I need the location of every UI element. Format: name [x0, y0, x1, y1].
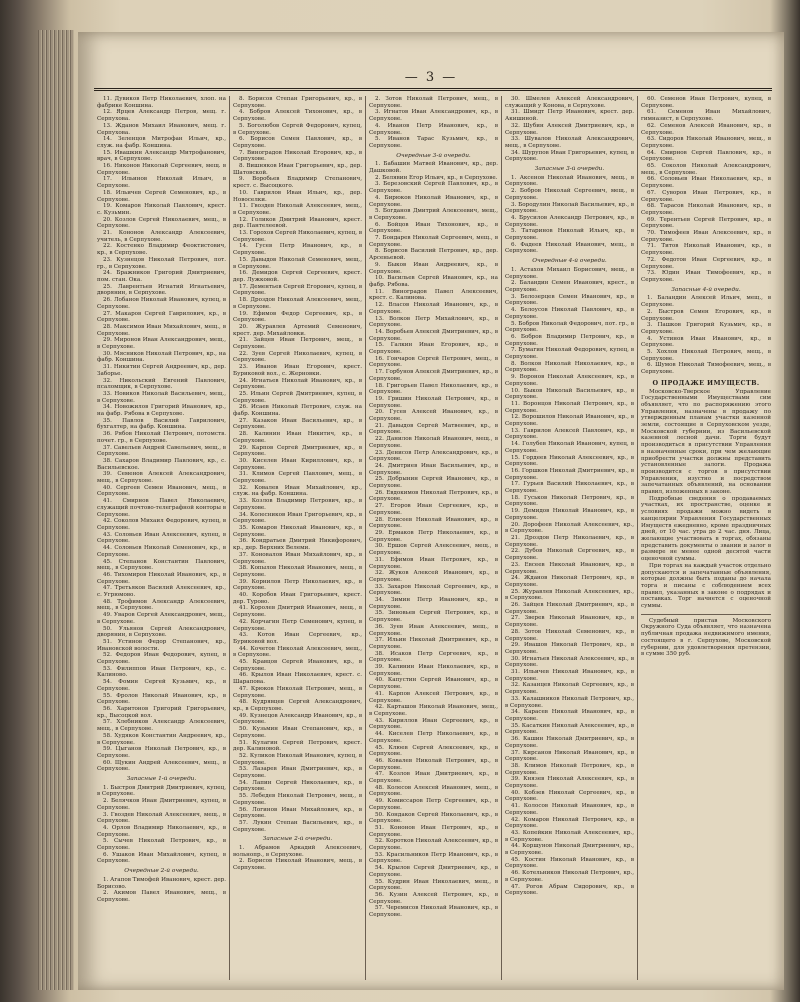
list-item: 44. Кочетов Николай Алексеевич, мещ., в Серпухове. [233, 645, 362, 659]
list-item: 5. Боголюбов Сергей Федорович, купец, в Серпухове. [233, 122, 362, 136]
list-item: 23. Евсеев Николай Иванович, кр., в Серпухове. [505, 561, 634, 575]
list-item: 56. Кузин Алексей Петрович, кр., в Серпухове. [369, 891, 498, 905]
list-item: 46. Крылов Иван Николаевич, крест. с. Шарапова. [233, 672, 362, 686]
list-item: 33. Шувалов Николай Александрович, мещ., в Серпухове. [505, 136, 634, 149]
list-item: 20. Гусев Алексей Иванович, кр., в Серпухове. [369, 409, 498, 423]
list-item: 26. Лобанов Николай Иванович, купец, в Серпухове. [97, 297, 226, 310]
section-heading: О ПРОДАЖЕ ИМУЩЕСТВ. [652, 378, 760, 387]
list-item: 44. Коршунов Николай Дмитриевич, кр., в Серпухове. [505, 843, 634, 857]
list-item: 73. Юдин Иван Тимофеевич, кр., в Серпухове. [641, 270, 771, 283]
list-item: 6. Шумов Николай Тимофеевич, мещ., в Серпухове. [641, 362, 771, 376]
list-item: 53. Лазарев Иван Дмитриевич, кр., в Серпухове. [233, 766, 362, 780]
list-item: 7. Бумагин Николай Федорович, купец, в Серпухове. [505, 347, 634, 361]
list-item: 42. Корчагин Петр Семенович, купец, в Серпухове. [233, 618, 362, 632]
list-item: 54. Лапин Сергей Николаевич, кр., в Серпухове. [233, 779, 362, 793]
list-item: 40. Капустин Сергей Иванович, кр., в Серпухове. [369, 677, 498, 691]
list-item: 32. Жуков Алексей Иванович, кр., в Серпухове. [369, 570, 498, 583]
list-item: 42. Карташов Николай Иванович, мещ., в Серпухове. [369, 704, 498, 717]
page-number: — 3 — [404, 70, 458, 85]
list-item: 6. Бобров Владимир Петрович, кр., в Серпухове. [505, 333, 634, 347]
list-item: 5. Богданов Дмитрий Алексеевич, мещ., в Серпухове. [369, 208, 498, 221]
list-item: 3. Белозерцев Семен Иванович, кр., в Серпухове. [505, 293, 634, 307]
list-item: 8. Вишняков Иван Григорьевич, кр., дер. Шатовской. [233, 163, 362, 176]
list-item: 44. Соловьев Николай Семенович, кр., в Серпухове. [97, 545, 226, 558]
list-item: 1. Астахов Михаил Борисович, мещ., в Серпухове. [505, 266, 634, 280]
list-item: 27. Зверев Николай Иванович, кр., в Серпухове. [505, 615, 634, 629]
list-item: 4. Орлов Владимир Николаевич, кр., в Серпухове. [97, 824, 226, 838]
list-item: 39. Калинин Иван Николаевич, кр., в Серпухове. [369, 664, 498, 677]
list-item: 8. Борисов Василий Петрович, кр., дер. Арсеньевой. [369, 248, 498, 262]
list-item: 25. Добрынин Сергей Иванович, кр., в Серпухове. [369, 476, 498, 490]
list-item: 47. Козлов Иван Дмитриевич, кр., в Серпухове. [369, 771, 498, 785]
queue-heading: Очередные 3-й очереди. [396, 152, 471, 159]
list-item: 43. Копейкин Николай Алексеевич, кр., в Серпухове. [505, 829, 634, 843]
list-item: 19. Демидов Николай Иванович, кр., в Серпухове. [505, 508, 634, 521]
list-item: 2. Белячков Иван Дмитриевич, купец, в Серпухове. [97, 798, 226, 811]
list-item: 14. Зеленцов Митрофан Ильич, кр., служ. на фабр. Коншина. [97, 136, 226, 149]
list-item: 21. Зайцев Иван Петрович, мещ., в Серпухове. [233, 337, 362, 351]
queue-heading: Очередные 2-й очереди. [124, 868, 199, 875]
list-item: 38. Сахаров Владимир Павлович, кр., с. Васильевское. [97, 457, 226, 471]
list-item: 59. Цыганов Николай Петрович, кр., в Серпухове. [97, 746, 226, 759]
list-item: 69. Терентьев Сергей Петрович, кр., в Серпухове. [641, 216, 771, 230]
list-item: 3. Бородулин Николай Васильевич, кр., в Серпухове. [505, 201, 634, 215]
list-item: 4. Белоусов Николай Павлович, кр., в Серпухове. [505, 307, 634, 320]
list-item: 57. Черемисов Николай Иванович, кр., в Серпухове. [369, 905, 498, 919]
list-item: 55. Фролов Николай Иванович, кр., в Серпухове. [97, 692, 226, 706]
list-item: 41. Смирнов Павел Николаевич, служащий почтово-телеграфной конторы в Серпухове. [97, 498, 226, 518]
notice-paragraph: При торгах на каждый участок отдельно допускаются и запечатанные объявления, которые должны быть поданы до начала торга и писаны с соблюдением всех правил, указанных в законе о подрядах и поставках. Торг начнется с оценочной суммы. [641, 562, 771, 610]
list-item: 31. Никитин Сергей Андреевич, кр., дер. Заборье. [97, 364, 226, 377]
list-item: 26. Зайцев Николай Дмитриевич, кр., в Серпухове. [505, 602, 634, 615]
list-item: 65. Соколов Николай Александрович, мещ., в Серпухове. [641, 163, 771, 176]
queue-heading: Запасные 1-й очереди. [126, 776, 197, 783]
list-item: 6. Ушаков Иван Михайлович, купец, в Серпухове. [97, 851, 226, 865]
list-item: 40. Коробов Иван Григорьевич, крест. дер. Турово. [233, 592, 362, 605]
list-item: 28. Елисеев Николай Иванович, кр., в Серпухове. [369, 516, 498, 530]
list-item: 25. Ильин Сергей Дмитриевич, купец, в Серпухове. [233, 390, 362, 404]
list-item: 51. Кулагин Сергей Петрович, крест. дер. Калиновой. [233, 739, 362, 753]
list-item: 45. Клюев Сергей Алексеевич, кр., в Серпухове. [369, 744, 498, 758]
list-item: 30. Киселев Иван Кириллович, кр., в Серпухове. [233, 457, 362, 471]
list-item: 12. Голиков Дмитрий Иванович, крест. дер. Пантелеевой. [233, 216, 362, 230]
list-item: 60. Семенов Иван Петрович, купец, в Серпухове. [641, 96, 771, 109]
list-item: 21. Дроздов Петр Николаевич, кр., в Серпухове. [505, 535, 634, 548]
list-item: 49. Комиссаров Петр Сергеевич, кр., в Серпухове. [369, 798, 498, 811]
footer-notice: Судебный пристав Московского Окружного Суда объявляет, что назначена публичная продажа недвижимого имения, состоящего в г. Серпухове, Московской губернии, для удовлетворения претензии, в сумме 350 руб. [641, 614, 771, 658]
list-item: 11. Дувиков Петр Николаевич, хлоп. на фабрике Коншина. [97, 96, 226, 109]
list-item: 10. Гаврилов Иван Ильич, кр., дер. Новоселки. [233, 189, 362, 203]
list-item: 36. Рябов Николай Петрович, потомств. почет. гр., в Серпухове. [97, 431, 226, 444]
list-item: 20. Дорофеев Николай Алексеевич, кр., в Серпухове. [505, 521, 634, 535]
list-item: 39. Князев Николай Алексеевич, кр., в Серпухове. [505, 776, 634, 790]
text-column [638, 96, 774, 980]
list-item: 56. Логинов Иван Михайлович, кр., в Серпухове. [233, 806, 362, 820]
list-item: 8. Волков Николай Николаевич, кр., в Серпухове. [505, 360, 634, 374]
list-item: 18. Ильичев Сергей Семенович, кр., в Серпухове. [97, 189, 226, 203]
list-item: 51. Кононов Иван Петрович, кр., в Серпухове. [369, 824, 498, 838]
list-item: 21. Давыдов Сергей Матвеевич, кр., в Серпухове. [369, 422, 498, 436]
list-item: 3. Игнатов Иван Александрович, кр., в Серпухове. [369, 109, 498, 123]
list-item: 7. Бондарев Николай Сергеевич, мещ., в Серпухове. [369, 235, 498, 248]
list-item: 57. Лукин Степан Васильевич, кр., в Серпухове. [233, 819, 362, 833]
header-rule [94, 88, 772, 91]
list-item: 17. Гурьев Василий Николаевич, кр., в Серпухове. [505, 481, 634, 495]
list-item: 15. Давыдов Николай Семенович, мещ., в Серпухове. [233, 256, 362, 270]
list-item: 52. Коротков Николай Алексеевич, кр., в Серпухове. [369, 838, 498, 852]
list-item: 17. Дементьев Сергей Егорович, купец, в Серпухове. [233, 283, 362, 297]
list-item: 11. Воронцов Николай Петрович, кр., в Серпухове. [505, 400, 634, 414]
queue-heading: Запасные 4-й очереди. [671, 286, 741, 293]
list-item: 56. Харитонов Григорий Григорьевич, кр., Высоцкой вол. [97, 705, 226, 719]
list-item: 30. Мясников Николай Петрович, кр., на фабр. Коншина. [97, 350, 226, 364]
list-item: 1. Абрамов Аркадий Алексеевич, вольнопр., в Серпухове. [233, 845, 362, 858]
list-item: 16. Гончаров Сергей Петрович, мещ., в Серпухове. [369, 355, 498, 369]
list-item: 37. Коновалов Иван Михайлович, кр., в Серпухове. [233, 551, 362, 565]
list-item: 20. Козлов Сергей Николаевич, мещ., в Серпухове. [97, 216, 226, 230]
list-item: 18. Григорьев Павел Николаевич, кр., в Серпухове. [369, 382, 498, 396]
list-item: 35. Касаткин Николай Алексеевич, кр., в Серпухове. [505, 722, 634, 736]
list-item: 17. Ильинов Николай Ильич, в Серпухове. [97, 176, 226, 190]
list-item: 1. Быстров Дмитрий Дмитриевич, купец, в Серпухове. [97, 784, 226, 798]
list-item: 5. Хохлов Николай Петрович, мещ., в Серпухове. [641, 349, 771, 362]
list-item: 34. Колесников Иван Григорьевич, кр., в Серпухове. [233, 511, 362, 525]
list-item: 14. Воробьев Алексей Дмитриевич, кр., в Серпухове. [369, 328, 498, 342]
list-item: 2. Бобров Николай Сергеевич, мещ., в Серпухове. [505, 188, 634, 201]
list-item: 45. Степанов Константин Павлович, мещ., в Серпухове. [97, 558, 226, 572]
list-item: 51. Устинов Федор Степанович, кр., Ивановской волости. [97, 638, 226, 652]
queue-heading: Запасные 3-й очереди. [534, 166, 605, 173]
list-item: 48. Кудрявцев Сергей Александрович, кр., в Серпухове. [233, 699, 362, 712]
list-item: 38. Исаков Петр Сергеевич, кр., в Серпухове. [369, 650, 498, 664]
list-item: 41. Колосов Николай Иванович, кр., в Серпухове. [505, 803, 634, 816]
list-item: 37. Ильин Николай Дмитриевич, кр., в Серпухове. [369, 637, 498, 650]
list-item: 36. Зуев Иван Алексеевич, мещ., в Серпухове. [369, 623, 498, 637]
list-item: 52. Федоров Иван Федорович, купец, в Серпухове. [97, 652, 226, 666]
list-item: 22. Данилов Николай Иванович, мещ., в Серпухове. [369, 436, 498, 449]
list-item: 33. Новиков Николай Васильевич, мещ., в Серпухове. [97, 390, 226, 404]
list-item: 25. Журавлев Николай Алексеевич, кр., в Серпухове. [505, 588, 634, 602]
list-item: 2. Баландин Семен Иванович, крест., в Серпухове. [505, 280, 634, 293]
text-column [94, 96, 230, 980]
list-item: 27. Егоров Иван Сергеевич, кр., в Серпухове. [369, 503, 498, 516]
list-item: 4. Бобров Алексей Тихонович, кр., в Серпухове. [233, 109, 362, 123]
list-item: 18. Гуськов Николай Петрович, кр., в Серпухове. [505, 494, 634, 508]
list-item: 50. Кондаков Сергей Николаевич, кр., в Серпухове. [369, 811, 498, 825]
list-item: 29. Миронов Иван Александрович, мещ., в Серпухове. [97, 337, 226, 351]
list-item: 31. Ефимов Иван Петрович, кр., в Серпухове. [369, 556, 498, 570]
text-column [230, 96, 366, 980]
list-item: 4. Иванов Петр Иванович, кр., в Серпухове. [369, 122, 498, 136]
list-item: 55. Кудрин Иван Николаевич, мещ., в Серпухове. [369, 878, 498, 892]
list-item: 61. Семенов Иван Михайлович, гимназист, в Серпухове. [641, 109, 771, 123]
list-item: 36. Кондратьев Дмитрий Никифорович, кр., дер. Верхних Велеми. [233, 538, 362, 552]
list-item: 3. Березовский Сергей Павлович, кр., в Серпухове. [369, 181, 498, 195]
list-item: 16. Никонов Николай Сергеевич, мещ. в Серпухове. [97, 163, 226, 176]
list-item: 38. Климов Николай Петрович, кр., в Серпухове. [505, 762, 634, 776]
list-item: 44. Киселев Петр Николаевич, кр., в Серпухове. [369, 731, 498, 744]
list-item: 10. Быков Николай Васильевич, кр., в Серпухове. [505, 387, 634, 401]
list-item: 14. Гусев Петр Иванович, кр., в Серпухове. [233, 243, 362, 257]
list-item: 9. Воронов Николай Алексеевич, кр., в Серпухове. [505, 374, 634, 387]
list-item: 13. Волков Петр Михайлович, кр., в Серпухове. [369, 315, 498, 329]
list-item: 62. Семенов Алексей Иванович, кр., в Серпухове. [641, 122, 771, 136]
list-item: 19. Ефимов Федор Сергеевич, кр., в Серпухове. [233, 310, 362, 324]
newspaper-page [78, 32, 784, 990]
list-item: 12. Власов Николай Иванович, кр., в Серпухове. [369, 302, 498, 315]
list-item: 48. Колесов Алексей Иванович, мещ., в Серпухове. [369, 784, 498, 798]
text-columns [94, 96, 774, 980]
list-item: 71. Титов Николай Иванович, кр., в Серпухове. [641, 243, 771, 257]
list-item: 31. Шмидт Петр Иванович, крест. дер. Акишиной. [505, 109, 634, 123]
list-item: 11. Гвоздев Николай Алексеевич, мещ., в Серпухове. [233, 203, 362, 216]
list-item: 33. Козлов Владимир Петрович, кр., в Серпухове. [233, 498, 362, 511]
list-item: 40. Сергеев Семен Иванович, мещ., в Серпухове. [97, 484, 226, 498]
list-item: 68. Тарасов Николай Иванович, кр., в Серпухове. [641, 203, 771, 216]
list-item: 32. Никольский Евгений Павлович, псаломщик, в Серпухове. [97, 377, 226, 391]
list-item: 46. Тихомиров Николай Иванович, кр., в Серпухове. [97, 571, 226, 585]
list-item: 38. Копылов Николай Иванович, мещ., в Серпухове. [233, 565, 362, 578]
list-item: 70. Тимофеев Иван Алексеевич, кр., в Серпухове. [641, 230, 771, 243]
list-item: 4. Устинов Иван Иванович, кр., в Серпухове. [641, 335, 771, 349]
list-item: 20. Журавлев Артемий Семенович, крест. дер. Михайловки. [233, 323, 362, 337]
list-item: 27. Макаров Сергей Гаврилович, кр., в Серпухове. [97, 310, 226, 324]
list-item: 42. Соколов Михаил Федорович, купец, в Серпухове. [97, 518, 226, 531]
list-item: 46. Ковалев Николай Петрович, кр., в Серпухове. [369, 757, 498, 771]
list-item: 28. Максимов Иван Михайлович, мещ., в Серпухове. [97, 323, 226, 337]
list-item: 52. Куликов Николай Иванович, купец, в Серпухове. [233, 752, 362, 766]
list-item: 1. Бабашин Матвей Иванович, кр., дер. Дашковой. [369, 161, 498, 175]
list-item: 30. Ершов Сергей Алексеевич, мещ., в Серпухове. [369, 543, 498, 557]
text-column [502, 96, 638, 980]
list-item: 5. Бобров Николай Федорович, пот. гр., в Серпухове. [505, 320, 634, 334]
list-item: 16. Горшков Николай Дмитриевич, кр., в Серпухове. [505, 467, 634, 481]
list-item: 45. Кравцов Сергей Иванович, кр., в Серпухове. [233, 659, 362, 672]
list-item: 15. Галкин Иван Егорович, кр., в Серпухове. [369, 342, 498, 356]
list-item: 17. Горбунов Алексей Дмитриевич, кр., в Серпухове. [369, 369, 498, 382]
list-item: 15. Ивашкин Александр Митрофанович, врач, в Серпухове. [97, 149, 226, 163]
list-item: 5. Сычев Николай Петрович, кр., в Серпухове. [97, 838, 226, 852]
list-item: 14. Голубев Николай Иванович, купец, в Серпухове. [505, 441, 634, 454]
list-item: 30. Шмелев Алексей Александрович, служащий у Конова, в Серпухове. [505, 96, 634, 109]
list-item: 24. Жданов Николай Петрович, кр., в Серпухове. [505, 575, 634, 588]
list-item: 50. Кузьмин Иван Степанович, кр., в Серпухове. [233, 726, 362, 739]
text-column [366, 96, 502, 980]
list-item: 18. Дроздов Николай Алексеевич, мещ., в Серпухове. [233, 297, 362, 310]
list-item: 6. Бойцов Иван Тихонович, кр., в Серпухове. [369, 221, 498, 235]
list-item: 43. Кириллов Иван Сергеевич, кр., в Серпухове. [369, 717, 498, 731]
list-item: 22. Зуев Сергей Николаевич, купец, в Серпухове. [233, 350, 362, 364]
list-item: 63. Сидоров Николай Иванович, мещ., в Серпухове. [641, 136, 771, 149]
list-item: 53. Филиппов Иван Петрович, кр., с. Калиново. [97, 665, 226, 679]
list-item: 34. Новожилов Григорий Иванович, кр., на фабр. Рябова в Серпухове. [97, 404, 226, 418]
list-item: 43. Соловьев Иван Алексеевич, купец, в Серпухове. [97, 531, 226, 545]
list-item: 19. Комаров Николай Павлович, крест. с. Кузьмин. [97, 203, 226, 216]
list-item: 1. Агапов Тимофей Иванович, крест. дер. Борисово. [97, 876, 226, 890]
list-item: 64. Смирнов Сергей Павлович, кр., в Серпухове. [641, 149, 771, 163]
list-item: 47. Крюков Николай Петрович, мещ., в Серпухове. [233, 685, 362, 699]
list-item: 25. Лаврентьев Игнатий Игнатьевич, дворянин, в Серпухове. [97, 283, 226, 297]
list-item: 1. Аксенов Николай Иванович, мещ., в Серпухове. [505, 174, 634, 188]
list-item: 49. Кузнецов Александр Иванович, кр., в Серпухове. [233, 712, 362, 726]
list-item: 41. Карпов Алексей Петрович, кр., в Серпухове. [369, 690, 498, 704]
list-item: 72. Федотов Иван Сергеевич, кр., в Серпухове. [641, 256, 771, 270]
notice-paragraph: Подробные сведения о продаваемых участках, их пространстве, оценке и условиях продажи можно видеть в канцелярии Управления Государственных Имуществ ежедневно, кроме праздничных дней, от 10 час. утра до 2 час. дня. Лица, желающие участвовать в торгах, обязаны представить документы о звании и залог в размере не менее одной десятой части оценочной суммы. [641, 495, 771, 563]
list-item: 8. Борисов Степан Григорьевич, кр., в Серпухове. [233, 96, 362, 109]
list-item: 67. Суворов Иван Петрович, кр., в Серпухове. [641, 189, 771, 203]
list-item: 22. Костенко Владимир Феоктистович, кр., в Серпухове. [97, 243, 226, 257]
list-item: 53. Красильников Петр Иванович, кр., в Серпухове. [369, 851, 498, 865]
list-item: 32. Шубин Алексей Дмитриевич, кр., в Серпухове. [505, 122, 634, 136]
list-item: 2. Быстров Семен Егорович, кр., в Серпухове. [641, 308, 771, 322]
list-item: 24. Дмитриев Иван Васильевич, кр., в Серпухове. [369, 462, 498, 476]
list-item: 49. Уваров Сергей Александрович, мещ., в Серпухове. [97, 612, 226, 625]
list-item: 13. Гаврилов Алексей Павлович, кр., в Серпухове. [505, 427, 634, 441]
list-item: 57. Хлебников Александр Алексеевич, мещ., в Серпухове. [97, 719, 226, 733]
list-item: 39. Корнилов Петр Николаевич, кр., в Серпухове. [233, 578, 362, 592]
list-item: 41. Королев Дмитрий Иванович, мещ., в Серпухове. [233, 605, 362, 619]
list-item: 47. Третьяков Василий Алексеевич, кр., с. Угрюмово. [97, 585, 226, 599]
list-item: 5. Иванов Тарас Кузьмич, кр., в Серпухове. [369, 136, 498, 149]
list-item: 43. Котов Иван Сергеевич, кр., Буриковой вол. [233, 632, 362, 645]
list-item: 1. Баландин Алексей Ильич, мещ., в Серпухове. [641, 295, 771, 309]
list-item: 36. Кашин Николай Дмитриевич, кр., в Серпухове. [505, 736, 634, 749]
list-item: 27. Казаков Иван Васильевич, кр., в Серпухове. [233, 417, 362, 431]
list-item: 42. Комаров Николай Петрович, кр., в Серпухове. [505, 816, 634, 830]
list-item: 2. Зотов Николай Петрович, мещ., в Серпухове. [369, 96, 498, 109]
queue-heading: Запасные 2-й очереди. [262, 836, 333, 843]
list-item: 6. Борисов Семен Павлович, кр., в Серпухове. [233, 136, 362, 149]
list-item: 12. Ярцев Александр Петров, мещ. г. Серпухова. [97, 109, 226, 123]
list-item: 3. Гвоздев Николай Алексеевич, мещ., в Серпухове. [97, 811, 226, 825]
list-item: 37. Кирсанов Николай Иванович, кр., в Серпухове. [505, 749, 634, 763]
list-item: 29. Карпов Сергей Дмитриевич, кр., в Серпухове. [233, 444, 362, 458]
list-item: 9. Быков Иван Андреевич, кр., в Серпухове. [369, 261, 498, 275]
list-item: 28. Калинин Иван Никитич, кр., в Серпухове. [233, 431, 362, 444]
list-item: 33. Калашников Николай Петрович, кр., в Серпухове. [505, 695, 634, 709]
notice-paragraph: Московско-Тверское Управление Государственными Имуществами сим объявляет, что по распоряжению этого Управления, назначены в продажу по утвержденным планам участки казенной земли, состоящие в Серпуховском уезде, Московской губернии, из Васильевской казенной лесной дачи. Торги будут производиться в присутствии Управления в назначенные сроки, при чем желающие приобрести участки должны представить установленные залоги. Продажа производится с торгов в присутствии Управления, изустно и посредством запечатанных объявлений, на основании правил, изложенных в законе. [641, 388, 771, 496]
list-item: 2. Белявин Егор Ильич, кр., в Серпухове. [375, 174, 498, 181]
list-item: 23. Денисов Петр Александрович, кр., в Серпухове. [369, 449, 498, 463]
list-item: 54. Фомин Сергей Кузьмич, кр., в Серпухове. [97, 679, 226, 692]
list-item: 33. Захаров Николай Сергеевич, кр., в Серпухове. [369, 583, 498, 597]
list-item: 31. Ильичев Николай Иванович, кр., в Серпухове. [505, 669, 634, 682]
queue-heading: Очередные 4-й очереди. [532, 258, 607, 265]
list-item: 24. Бражников Григорий Дмитриевич, пом. стан. Ока. [97, 270, 226, 283]
list-item: 11. Виноградов Павел Алексеевич, крест. с. Калинова. [369, 288, 498, 302]
list-item: 47. Рогов Абрам Сидорович, кр., в Серпухове. [505, 883, 634, 897]
list-item: 19. Гришин Николай Петрович, кр., в Серпухове. [369, 395, 498, 409]
list-item: 34. Шурупов Иван Григорьевич, купец, в Серпухове. [505, 149, 634, 163]
list-item: 35. Комаров Николай Иванович, кр., в Серпухове. [233, 525, 362, 538]
list-item: 26. Евдокимов Николай Петрович, кр., в Серпухове. [369, 489, 498, 503]
list-item: 48. Трофимов Александр Алексеевич, мещ., в Серпухове. [97, 598, 226, 612]
list-item: 34. Зимин Петр Иванович, кр., в Серпухове. [369, 597, 498, 610]
list-item: 35. Зиновьев Сергей Петрович, кр., в Серпухове. [369, 610, 498, 624]
list-item: 4. Брусилов Александр Петрович, кр., в Серпухове. [505, 214, 634, 228]
list-item: 29. Ермаков Петр Николаевич, кр., в Серпухове. [369, 530, 498, 543]
list-item: 45. Костин Николай Иванович, кр., в Серпухове. [505, 856, 634, 870]
list-item: 28. Зотов Николай Семенович, кр., в Серпухове. [505, 628, 634, 642]
list-item: 39. Семенов Алексей Александрович, мещ., в Серпухове. [97, 471, 226, 485]
list-item: 37. Савельев Андрей Савельевич, мещ., в Серпухове. [97, 444, 226, 458]
list-item: 23. Кузнецов Николай Петрович, пот. гр., в Серпухове. [97, 256, 226, 270]
list-item: 9. Воробьев Владимир Степанович, крест. с. Высоцкого. [233, 176, 362, 190]
list-item: 29. Ивашов Николай Петрович, кр., в Серпухове. [505, 642, 634, 655]
list-item: 5. Татаринов Николай Ильич, кр., в Серпухове. [505, 228, 634, 242]
list-item: 60. Щукин Андрей Алексеевич, мещ., в Серпухове. [97, 759, 226, 773]
list-item: 46. Котельников Николай Петрович, кр., в Серпухове. [505, 870, 634, 883]
list-item: 13. Жданов Михаил Иванович, мещ. г. Серпухова. [97, 122, 226, 136]
list-item: 23. Иванов Иван Егорович, крест. Буриковой вол., с. Жерновки. [233, 364, 362, 377]
list-item: 13. Горохов Сергей Николаевич, купец, в Серпухове. [233, 230, 362, 243]
list-item: 24. Игнатьев Николай Иванович, кр., в Серпухове. [233, 377, 362, 391]
list-item: 2. Борисов Николай Иванович, мещ., в Серпухове. [233, 858, 362, 872]
list-item: 3. Пашков Григорий Кузьмич, кр., в Серпухове. [641, 322, 771, 335]
list-item: 16. Демидов Сергей Сергеевич, крест. дер. Лужковой. [233, 270, 362, 283]
list-item: 30. Игнатьев Николай Алексеевич, кр., в Серпухове. [505, 655, 634, 669]
list-item: 40. Кобзев Николай Сергеевич, кр., в Серпухове. [505, 789, 634, 803]
list-item: 31. Климов Сергей Павлович, мещ., в Серпухове. [233, 471, 362, 485]
list-item: 6. Фадеев Николай Иванович, мещ., в Серпухове. [505, 241, 634, 255]
list-item: 4. Бирюков Николай Иванович, кр., в Серпухове. [369, 194, 498, 208]
list-item: 2. Акимов Павел Иванович, мещ., в Серпухове. [97, 890, 226, 903]
list-item: 35. Павлов Василий Гаврилович, бухгалтер, на фабр. Коншина. [97, 417, 226, 431]
list-item: 7. Виноградов Николай Егорович, кр., в Серпухове. [233, 149, 362, 163]
list-item: 32. Казанцев Николай Сергеевич, кр., в Серпухове. [505, 682, 634, 696]
list-item: 54. Крылов Сергей Дмитриевич, кр., в Серпухове. [369, 865, 498, 878]
list-item: 22. Дубов Николай Сергеевич, кр., в Серпухове. [505, 548, 634, 562]
list-item: 50. Ульянов Сергей Александрович, дворянин, в Серпухове. [97, 625, 226, 639]
list-item: 26. Исаев Николай Петрович, служ. на фабр. Коншина. [233, 404, 362, 418]
list-item: 32. Ковалев Иван Михайлович, кр., служ. на фабр. Коншина. [233, 484, 362, 498]
list-item: 10. Васильев Сергей Иванович, кр., на фабр. Рябова. [369, 275, 498, 288]
list-item: 58. Худяков Константин Андреевич, кр., в Серпухове. [97, 732, 226, 746]
list-item: 15. Гордеев Николай Алексеевич, кр., в Серпухове. [505, 454, 634, 468]
book-page-edges [38, 30, 74, 990]
list-item: 34. Карасев Николай Иванович, кр., в Серпухове. [505, 709, 634, 722]
list-item: 55. Лебедев Николай Петрович, мещ., в Серпухове. [233, 793, 362, 806]
list-item: 12. Ворошилов Николай Иванович, кр., в Серпухове. [505, 414, 634, 428]
list-item: 66. Соловьев Иван Николаевич, кр., в Серпухове. [641, 176, 771, 190]
list-item: 21. Кононов Александр Алексеевич, учитель, в Серпухове. [97, 230, 226, 243]
